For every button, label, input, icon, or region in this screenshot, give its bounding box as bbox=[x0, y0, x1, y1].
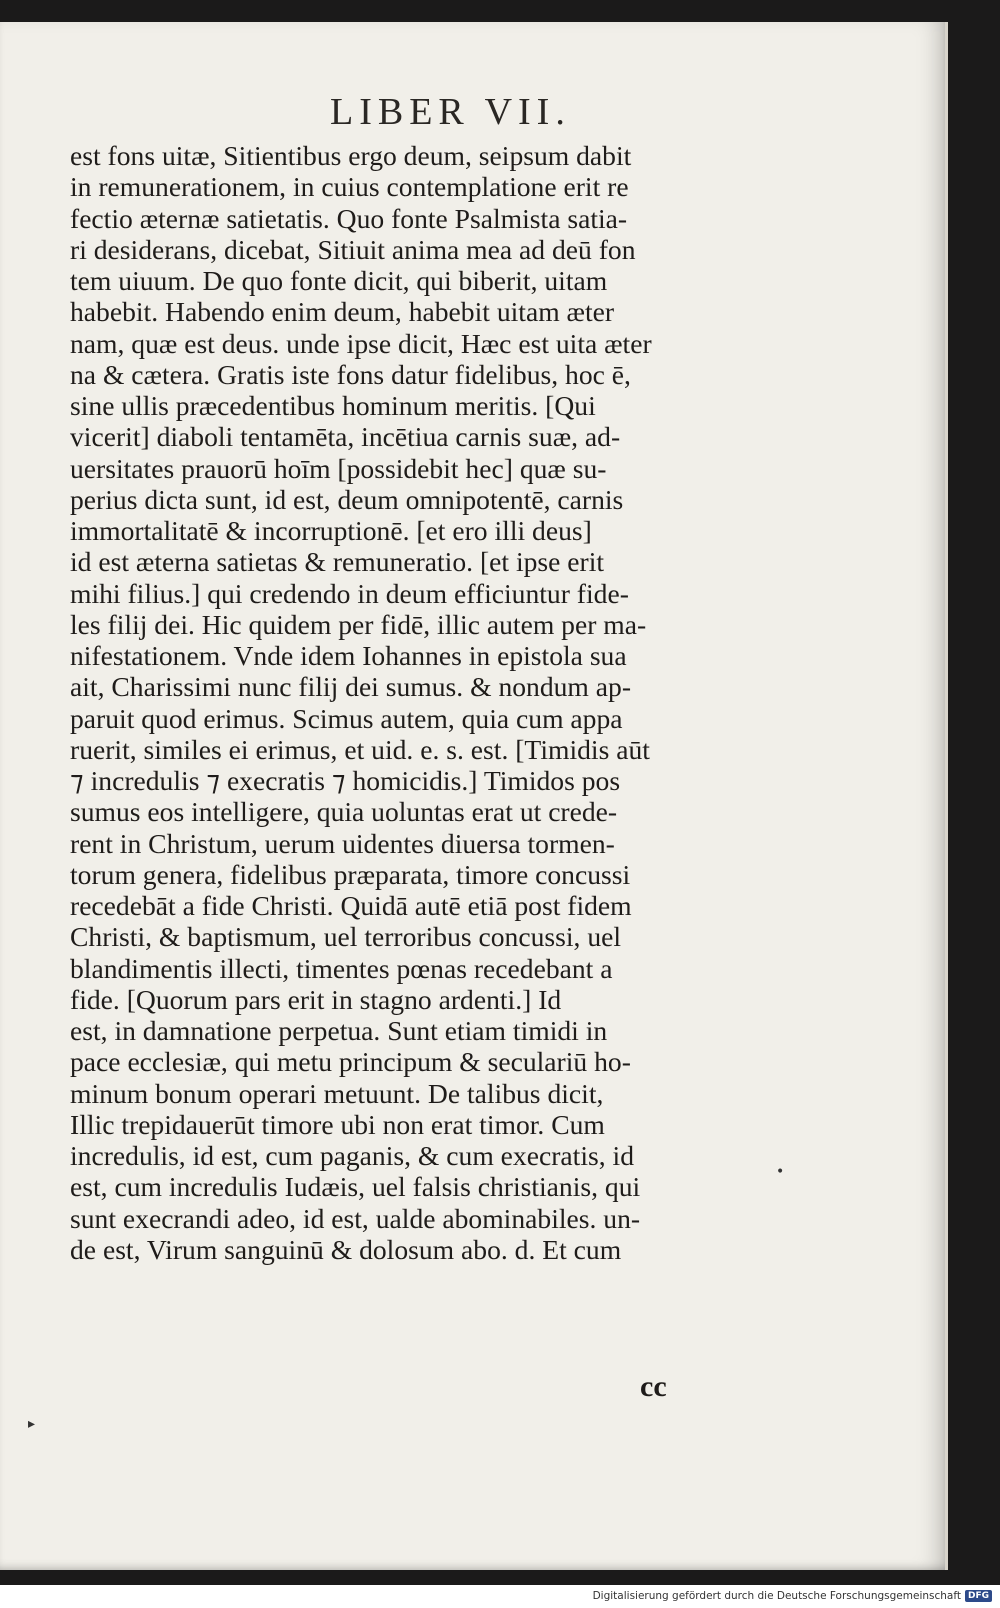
margin-dot: • bbox=[776, 1164, 785, 1180]
catchword: cc bbox=[640, 1370, 667, 1403]
text-line: nam, quæ est deus. unde ipse dicit, Hæc est uita æter bbox=[70, 327, 652, 359]
text-line: paruit quod erimus. Scimus autem, quia cum appa bbox=[70, 702, 623, 734]
text-line: est, in damnatione perpetua. Sunt etiam timidi in bbox=[70, 1015, 608, 1046]
text-line: Illic trepidauerūt timore ubi non erat timor. Cum bbox=[70, 1108, 605, 1140]
text-line: torum genera, fidelibus præparata, timore concussi bbox=[70, 858, 631, 890]
text-line: tem uiuum. De quo fonte dicit, qui biberit, uitam bbox=[70, 265, 608, 296]
text-line: vicerit] diaboli tentamēta, incētiua carnis suæ, ad- bbox=[70, 421, 621, 453]
text-line: minum bonum operari metuunt. De talibus dicit, bbox=[70, 1077, 604, 1109]
text-line: est fons uitæ, Sitientibus ergo deum, seipsum dabit bbox=[70, 140, 632, 171]
dfg-logo: DFG bbox=[965, 1590, 992, 1602]
text-line: nifestationem. Vnde idem Iohannes in epistola sua bbox=[70, 640, 627, 671]
text-line: id est æterna satietas & remuneratio. [et ipse erit bbox=[70, 546, 605, 578]
text-line: perius dicta sunt, id est, deum omnipotentē, carnis bbox=[70, 483, 624, 515]
text-line: sumus eos intelligere, quia uoluntas erat ut crede- bbox=[70, 796, 618, 828]
text-line: incredulis, id est, cum paganis, & cum execratis, id bbox=[70, 1140, 634, 1171]
text-line: mihi filius.] qui credendo in deum efficiuntur fide- bbox=[70, 577, 629, 609]
text-line: sunt execrandi adeo, id est, ualde abominabiles. un- bbox=[70, 1202, 641, 1234]
text-line: ⁊ incredulis ⁊ execratis ⁊ homicidis.] Timidos pos bbox=[70, 765, 621, 796]
text-line: uersitates prauorū hoīm [possidebit hec] quæ su- bbox=[70, 452, 607, 484]
text-block bbox=[70, 140, 790, 1265]
text-line: habebit. Habendo enim deum, habebit uitam æter bbox=[70, 296, 615, 328]
text-line: fectio æternæ satietatis. Quo fonte Psalmista satia- bbox=[70, 202, 628, 234]
running-head: LIBER VII. bbox=[330, 91, 571, 133]
text-line: Christi, & baptismum, uel terroribus concussi, uel bbox=[70, 921, 622, 953]
text-line: in remunerationem, in cuius contemplatione erit re bbox=[70, 171, 629, 203]
text-line: pace ecclesiæ, qui metu principum & seculariū ho- bbox=[70, 1046, 631, 1078]
text-line: recedebāt a fide Christi. Quidā autē etiā post fidem bbox=[70, 890, 632, 921]
text-line: ait, Charissimi nunc filij dei sumus. & nondum ap- bbox=[70, 671, 632, 703]
book-page bbox=[0, 22, 948, 1570]
margin-arrow: ▸ bbox=[28, 1416, 36, 1432]
text-line: fide. [Quorum pars erit in stagno ardenti.] Id bbox=[70, 983, 562, 1015]
text-line: blandimentis illecti, timentes pœnas recedebant a bbox=[70, 952, 613, 984]
footer-credit: Digitalisierung gefördert durch die Deutsche Forschungsgemeinschaft bbox=[592, 1590, 961, 1602]
text-line: sine ullis præcedentibus hominum meritis. [Qui bbox=[70, 390, 596, 421]
text-line: ruerit, similes ei erimus, et uid. e. s. est. [Timidis aūt bbox=[70, 733, 650, 765]
text-line: de est, Virum sanguinū & dolosum abo. d. Et cum bbox=[70, 1233, 622, 1265]
text-line: immortalitatē & incorruptionē. [et ero illi deus] bbox=[70, 515, 592, 546]
text-line: est, cum incredulis Iudæis, uel falsis christianis, qui bbox=[70, 1171, 641, 1203]
text-line: na & cætera. Gratis iste fons datur fidelibus, hoc ē, bbox=[70, 358, 631, 390]
footer bbox=[593, 1588, 992, 1604]
text-line: rent in Christum, uerum uidentes diuersa tormen- bbox=[70, 827, 615, 859]
text-line: ri desiderans, dicebat, Sitiuit anima mea ad deū fon bbox=[70, 233, 636, 265]
text-line: les filij dei. Hic quidem per fidē, illic autem per ma- bbox=[70, 608, 647, 640]
